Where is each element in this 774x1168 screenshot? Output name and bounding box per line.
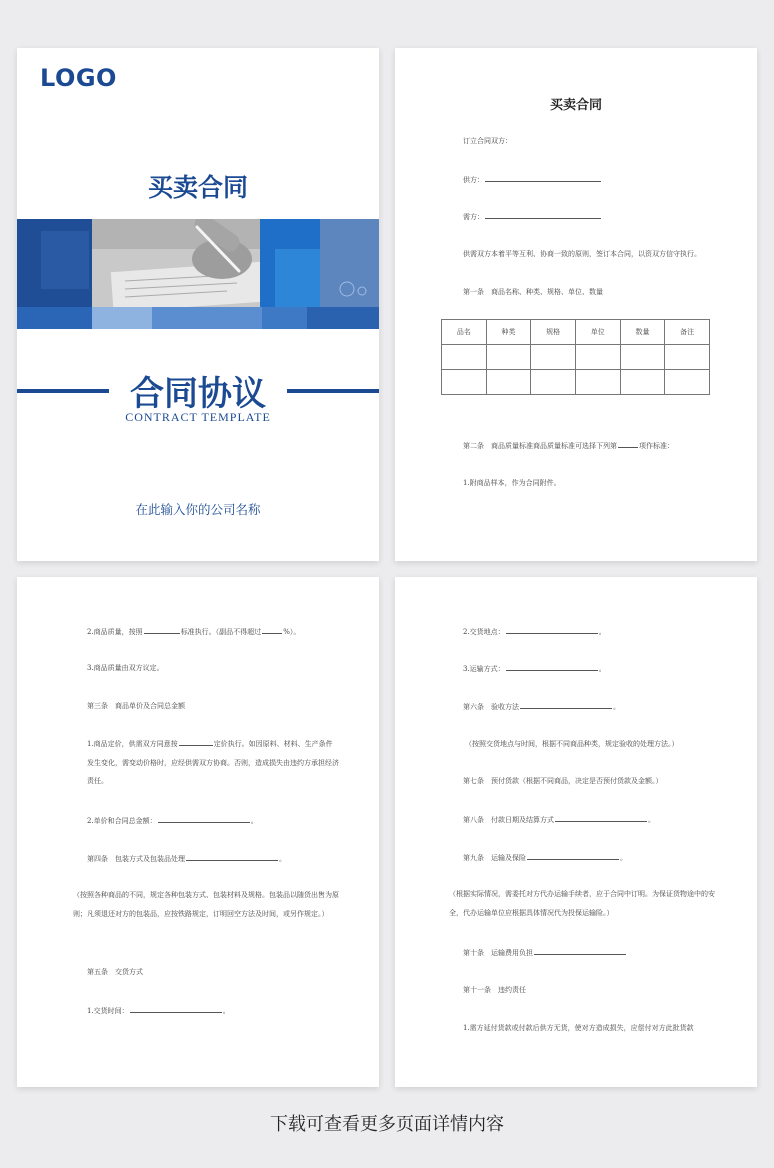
total-amount-blank[interactable] xyxy=(158,815,250,823)
contract-page-3 xyxy=(395,577,757,1087)
period: 。 xyxy=(598,665,606,673)
table-cell[interactable] xyxy=(486,345,531,370)
liability-clause: 1.需方延付货款或付款后供方无货，使对方造成损失，应偿付对方此批货款 xyxy=(463,1024,694,1032)
article-6-heading xyxy=(463,701,620,712)
article-2-heading xyxy=(463,440,674,451)
footer-caption: 下载可查看更多页面详情内容 xyxy=(270,1114,504,1135)
buyer-label: 需方： xyxy=(463,213,484,221)
table-row xyxy=(442,370,710,395)
period: 。 xyxy=(613,703,620,711)
contract-page-2 xyxy=(17,577,379,1087)
article-3-heading: 第三条 商品单价及合同总金额 xyxy=(87,702,185,710)
cover-page xyxy=(17,48,379,561)
quality-percent-blank[interactable] xyxy=(262,626,282,634)
period: 。 xyxy=(279,855,286,863)
table-row xyxy=(442,345,710,370)
buyer-blank[interactable] xyxy=(485,211,601,219)
period: 。 xyxy=(250,817,258,825)
table-header-cell: 品名 xyxy=(442,320,487,345)
table-cell[interactable] xyxy=(665,370,710,395)
article-1-heading: 第一条 商品名称、种类、规格、单位、数量 xyxy=(463,288,603,296)
quality-text: 2.商品质量，按照 xyxy=(87,628,143,636)
freight-blank[interactable] xyxy=(534,947,626,955)
article-11-heading: 第十一条 违约责任 xyxy=(463,986,526,994)
parties-intro: 订立合同双方： xyxy=(463,137,512,145)
article-10-heading xyxy=(463,947,627,958)
period: 。 xyxy=(222,1007,230,1015)
table-cell[interactable] xyxy=(442,345,487,370)
supplier-blank[interactable] xyxy=(485,174,601,182)
table-header-cell: 备注 xyxy=(665,320,710,345)
inspection-blank[interactable] xyxy=(520,701,612,709)
insurance-note: （根据实际情况，需委托对方代办运输手续者，应于合同中订明。为保证货物途中的安全，代办运输单位应根据具体情况代为投保运输险。） xyxy=(449,890,715,917)
transport-method xyxy=(463,663,606,674)
price-basis-blank[interactable] xyxy=(179,738,213,746)
delivery-place-blank[interactable] xyxy=(506,626,598,634)
cover-subheadline: CONTRACT TEMPLATE xyxy=(125,410,271,424)
table-cell[interactable] xyxy=(531,345,576,370)
article-4-text: 第四条 包装方式及包装品处理 xyxy=(87,855,185,863)
principle-text: 供需双方本着平等互利、协商一致的原则，签订本合同，以资双方信守执行。 xyxy=(463,250,701,258)
quality-clause-3: 3.商品质量由双方议定。 xyxy=(87,664,164,672)
table-cell[interactable] xyxy=(665,345,710,370)
period: 。 xyxy=(648,816,655,824)
article-9-text: 第九条 运输及保险 xyxy=(463,854,526,862)
quality-standard-blank[interactable] xyxy=(144,626,180,634)
company-name-placeholder: 在此输入你的公司名称 xyxy=(135,502,261,517)
total-amount-label: 2.单价和合同总金额： xyxy=(87,817,157,825)
article-2-text-end: 项作标准： xyxy=(639,442,674,450)
period: 。 xyxy=(620,854,627,862)
insurance-blank[interactable] xyxy=(527,852,619,860)
cover-headline: 合同协议 xyxy=(130,374,266,414)
table-header-cell: 规格 xyxy=(531,320,576,345)
quality-text-end: %）。 xyxy=(283,628,301,636)
article-4-heading xyxy=(87,853,286,864)
article-9-heading xyxy=(463,852,627,863)
quality-text-mid: 标准执行。（副品不得超过 xyxy=(180,628,262,636)
transport-label: 3.运输方式： xyxy=(463,665,505,673)
table-header-cell: 单位 xyxy=(575,320,620,345)
table-cell[interactable] xyxy=(442,370,487,395)
article-10-text: 第十条 运输费用负担 xyxy=(463,949,533,957)
goods-table xyxy=(441,319,710,395)
price-clause-1 xyxy=(87,735,339,791)
table-header-cell: 种类 xyxy=(486,320,531,345)
table-header-row xyxy=(442,320,710,345)
logo: LOGO xyxy=(40,64,117,92)
payment-blank[interactable] xyxy=(555,814,647,822)
article-6-text: 第六条 验收方法 xyxy=(463,703,519,711)
delivery-time-blank[interactable] xyxy=(130,1005,222,1013)
table-cell[interactable] xyxy=(620,345,665,370)
transport-blank[interactable] xyxy=(506,663,598,671)
article-2-text: 第二条 商品质量标准商品质量标准可选择下列第 xyxy=(463,442,617,450)
article-8-heading xyxy=(463,814,655,825)
table-cell[interactable] xyxy=(575,370,620,395)
page-title: 买卖合同 xyxy=(549,98,602,113)
cover-photo-band xyxy=(17,219,379,329)
headline-block xyxy=(17,366,379,414)
supplier-field xyxy=(463,174,602,185)
table-cell[interactable] xyxy=(575,345,620,370)
table-cell[interactable] xyxy=(620,370,665,395)
cover-title: 买卖合同 xyxy=(147,173,248,202)
delivery-place xyxy=(463,626,606,637)
contract-page-1 xyxy=(395,48,757,561)
item-1: 1.附商品样本，作为合同附件。 xyxy=(463,479,561,487)
article-2-blank[interactable] xyxy=(618,440,638,448)
price-clause-2 xyxy=(87,815,258,826)
price-text: 1.商品定价，供需双方同意按 xyxy=(87,740,178,748)
table-cell[interactable] xyxy=(486,370,531,395)
packaging-blank[interactable] xyxy=(186,853,278,861)
packaging-note: （按照各种商品的不同，规定各种包装方式、包装材料及规格。包装品以随货出售为原则；凡须退还对方的包装品，应按铁路规定，订明回空方法及时间，或另作规定。） xyxy=(73,891,339,918)
supplier-label: 供方： xyxy=(463,176,484,184)
table-header-cell: 数量 xyxy=(620,320,665,345)
quality-clause-2 xyxy=(87,626,300,637)
article-8-text: 第八条 付款日期及结算方式 xyxy=(463,816,554,824)
article-5-heading: 第五条 交货方式 xyxy=(87,968,143,976)
table-cell[interactable] xyxy=(531,370,576,395)
period: 。 xyxy=(598,628,606,636)
delivery-time xyxy=(87,1005,230,1016)
delivery-place-label: 2.交货地点： xyxy=(463,628,505,636)
buyer-field xyxy=(463,211,602,222)
delivery-time-label: 1.交货时间： xyxy=(87,1007,129,1015)
price-text-rest: 定价执行。如因原料、材料、生产条件发生变化，需变动价格时，应经供需双方协商。否则，造成损失由违约方承担经济责任。 xyxy=(87,740,339,785)
article-7-heading: 第七条 预付货款（根据不同商品，决定是否预付货款及金额。） xyxy=(463,777,663,785)
inspection-note: （按照交货地点与时间，根据不同商品种类，规定验收的处理方法。） xyxy=(465,740,679,748)
